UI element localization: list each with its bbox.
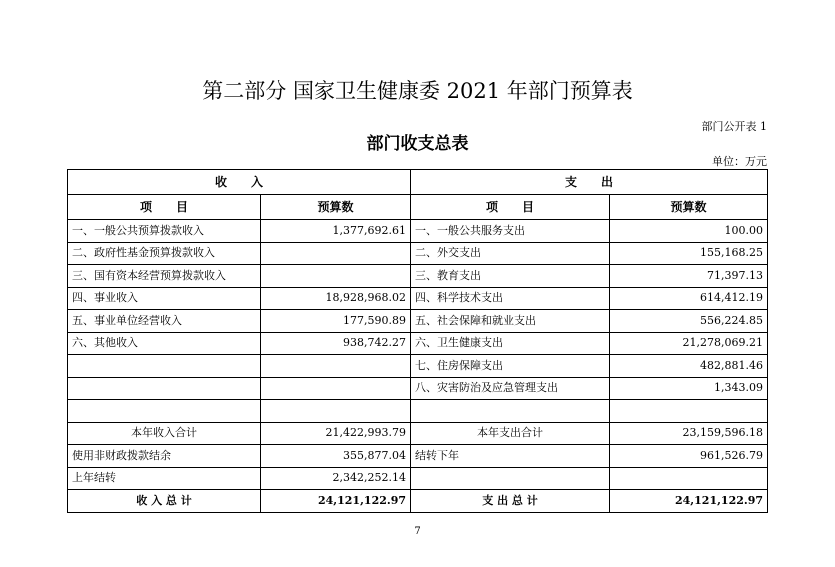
income-item-header: 项 目 bbox=[68, 195, 261, 220]
expense-item-cell: 四、科学技术支出 bbox=[411, 287, 610, 310]
expense-item-cell: 本年支出合计 bbox=[411, 422, 610, 445]
expense-amount-cell: 614,412.19 bbox=[610, 287, 768, 310]
table-row bbox=[68, 377, 768, 400]
expense-amount-cell: 100.00 bbox=[610, 220, 768, 243]
unit-label: 单位：万元 bbox=[712, 155, 767, 168]
income-item-cell bbox=[68, 400, 261, 423]
income-amount-cell: 24,121,122.97 bbox=[261, 490, 411, 513]
expense-item-cell: 八、灾害防治及应急管理支出 bbox=[411, 377, 610, 400]
table-row bbox=[68, 400, 768, 423]
income-budget-header: 预算数 bbox=[261, 195, 411, 220]
expense-item-cell: 五、社会保障和就业支出 bbox=[411, 310, 610, 333]
expense-amount-cell: 961,526.79 bbox=[610, 445, 768, 468]
page-number: 7 bbox=[414, 526, 421, 537]
expense-amount-cell: 482,881.46 bbox=[610, 355, 768, 378]
table-number: 部门公开表 1 bbox=[701, 120, 767, 133]
expense-amount-cell: 556,224.85 bbox=[610, 310, 768, 333]
income-item-cell: 二、政府性基金预算拨款收入 bbox=[68, 242, 261, 265]
section-header-row bbox=[68, 170, 768, 195]
table-row bbox=[68, 310, 768, 333]
expense-amount-cell bbox=[610, 467, 768, 490]
income-amount-cell bbox=[261, 242, 411, 265]
table-row bbox=[68, 445, 768, 468]
income-amount-cell: 1,377,692.61 bbox=[261, 220, 411, 243]
income-item-cell: 四、事业收入 bbox=[68, 287, 261, 310]
expense-item-cell: 七、住房保障支出 bbox=[411, 355, 610, 378]
table-row bbox=[68, 490, 768, 513]
expense-item-cell bbox=[411, 400, 610, 423]
income-amount-cell bbox=[261, 400, 411, 423]
expense-item-cell: 结转下年 bbox=[411, 445, 610, 468]
expense-item-cell: 三、教育支出 bbox=[411, 265, 610, 288]
income-item-cell: 六、其他收入 bbox=[68, 332, 261, 355]
expense-amount-cell: 155,168.25 bbox=[610, 242, 768, 265]
expense-amount-cell: 21,278,069.21 bbox=[610, 332, 768, 355]
income-amount-cell bbox=[261, 377, 411, 400]
income-item-cell: 五、事业单位经营收入 bbox=[68, 310, 261, 333]
column-header-row bbox=[68, 195, 768, 220]
income-item-cell: 使用非财政拨款结余 bbox=[68, 445, 261, 468]
income-amount-cell: 18,928,968.02 bbox=[261, 287, 411, 310]
income-amount-cell bbox=[261, 265, 411, 288]
expense-amount-cell: 24,121,122.97 bbox=[610, 490, 768, 513]
expense-item-header: 项 目 bbox=[411, 195, 610, 220]
income-item-cell bbox=[68, 377, 261, 400]
income-amount-cell bbox=[261, 355, 411, 378]
table-row bbox=[68, 242, 768, 265]
expense-amount-cell: 71,397.13 bbox=[610, 265, 768, 288]
income-amount-cell: 177,590.89 bbox=[261, 310, 411, 333]
income-item-cell: 一、一般公共预算拨款收入 bbox=[68, 220, 261, 243]
expense-amount-cell: 1,343.09 bbox=[610, 377, 768, 400]
expense-amount-cell: 23,159,596.18 bbox=[610, 422, 768, 445]
income-amount-cell: 21,422,993.79 bbox=[261, 422, 411, 445]
table-title: 部门收支总表 bbox=[366, 134, 469, 154]
income-section-header: 收 入 bbox=[68, 170, 411, 195]
income-item-cell: 本年收入合计 bbox=[68, 422, 261, 445]
expense-budget-header: 预算数 bbox=[610, 195, 768, 220]
table-row bbox=[68, 287, 768, 310]
expense-section-header: 支 出 bbox=[411, 170, 768, 195]
income-item-cell bbox=[68, 355, 261, 378]
income-amount-cell: 938,742.27 bbox=[261, 332, 411, 355]
table-row bbox=[68, 220, 768, 243]
income-amount-cell: 355,877.04 bbox=[261, 445, 411, 468]
page-title: 第二部分 国家卫生健康委 2021 年部门预算表 bbox=[202, 79, 633, 103]
expense-item-cell bbox=[411, 467, 610, 490]
expense-item-cell: 六、卫生健康支出 bbox=[411, 332, 610, 355]
expense-item-cell: 一、一般公共服务支出 bbox=[411, 220, 610, 243]
table-row bbox=[68, 422, 768, 445]
income-item-cell: 三、国有资本经营预算拨款收入 bbox=[68, 265, 261, 288]
income-item-cell: 上年结转 bbox=[68, 467, 261, 490]
income-amount-cell: 2,342,252.14 bbox=[261, 467, 411, 490]
expense-item-cell: 二、外交支出 bbox=[411, 242, 610, 265]
table-row bbox=[68, 332, 768, 355]
table-row bbox=[68, 467, 768, 490]
expense-item-cell: 支 出 总 计 bbox=[411, 490, 610, 513]
expense-amount-cell bbox=[610, 400, 768, 423]
table-row bbox=[68, 265, 768, 288]
table-row bbox=[68, 355, 768, 378]
budget-summary-table bbox=[67, 169, 768, 513]
income-item-cell: 收 入 总 计 bbox=[68, 490, 261, 513]
